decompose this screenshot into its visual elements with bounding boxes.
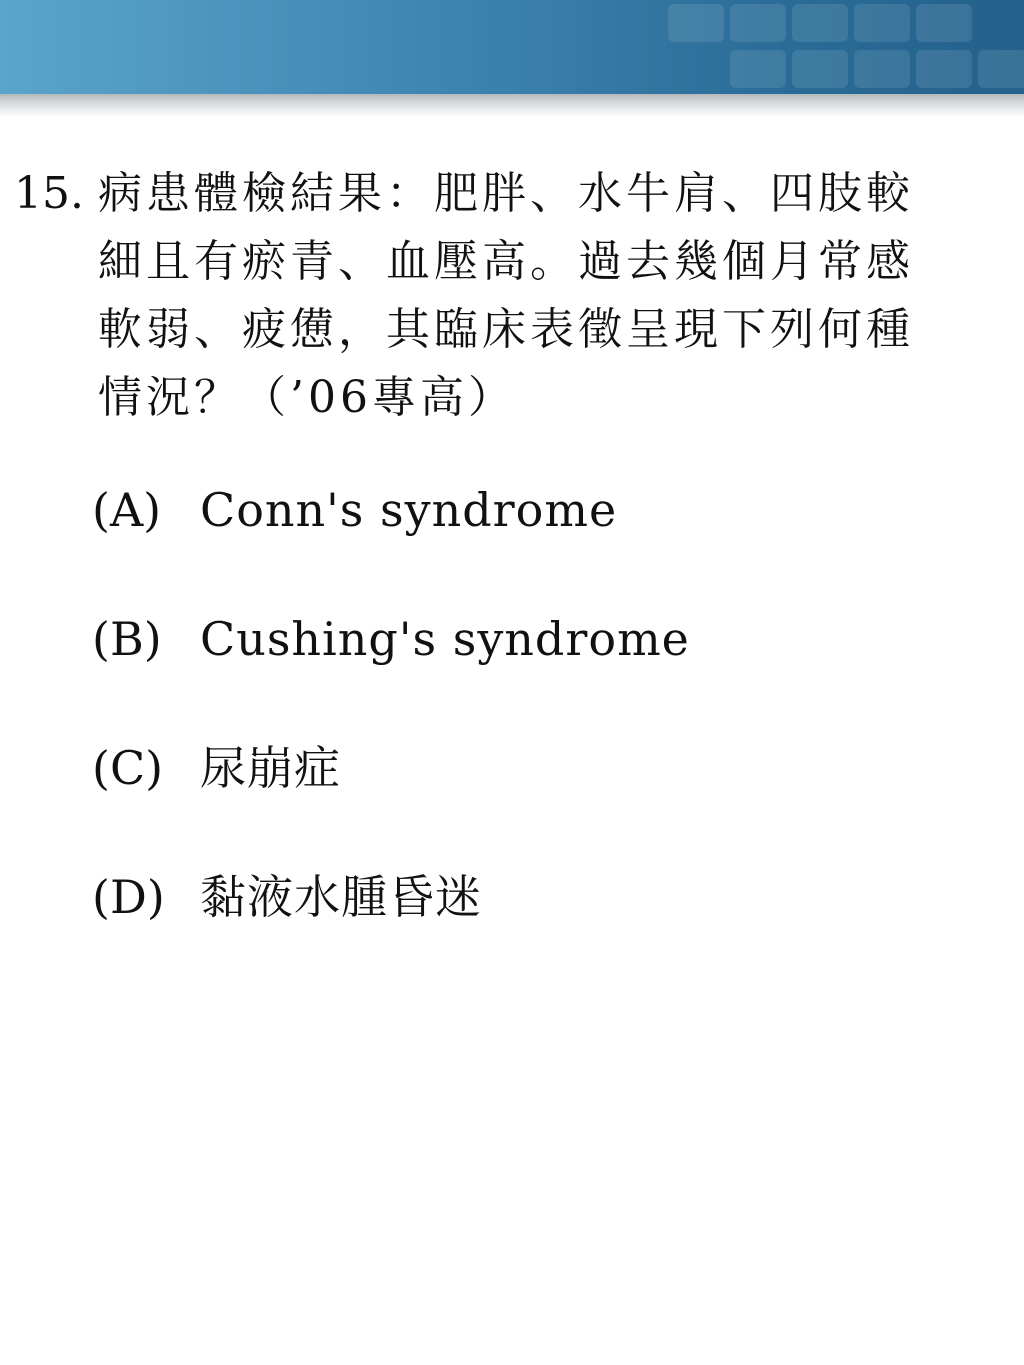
question-number: 15. [14,168,84,219]
option-text: Cushing's syndrome [200,612,690,666]
option-text: 尿崩症 [200,741,341,795]
option-text: 黏液水腫昏迷 [200,870,482,924]
question-text: 病患體檢結果：肥胖、水牛肩、四肢較 細且有瘀青、血壓高。過去幾個月常感 軟弱、疲憊，其臨床表徵呈現下列何種 情況？（’06專高） [98,168,914,423]
option-letter: (C) [92,741,164,795]
option-letter: (D) [92,870,165,924]
option-letter: (B) [92,612,162,666]
option-text: Conn's syndrome [200,483,618,537]
option-c [92,736,690,800]
options-list [92,478,690,994]
header-banner [0,0,1024,94]
option-letter: (A) [92,483,162,537]
banner-decoration [664,0,1024,94]
header-divider [0,94,1024,118]
option-a [92,478,690,542]
option-d [92,865,690,929]
option-b [92,607,690,671]
